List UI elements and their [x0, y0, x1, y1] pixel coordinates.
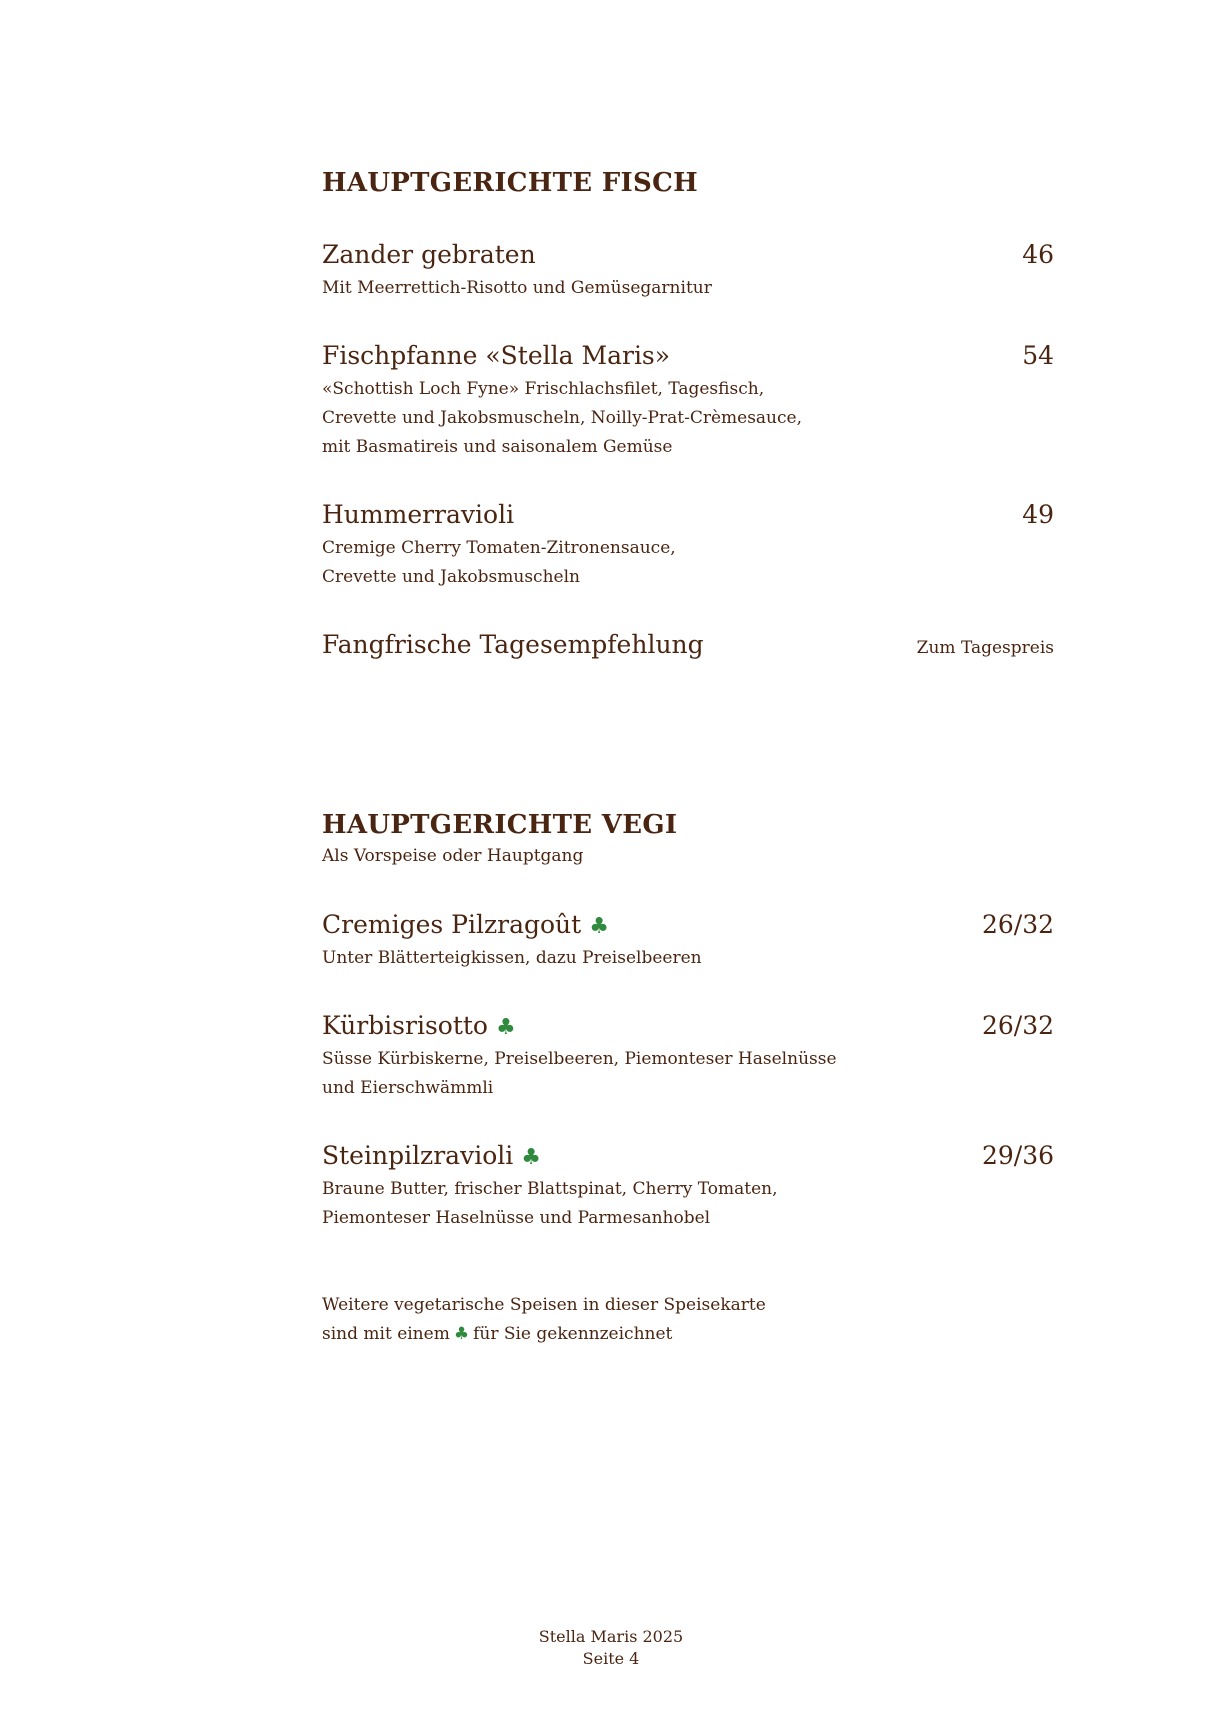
item-description — [322, 1045, 1054, 1103]
description-line: Crevette und Jakobsmuscheln — [322, 567, 580, 587]
description-line: «Schottish Loch Fyne» Frischlachsfilet, Tagesfisch, — [322, 379, 765, 399]
description-line: Crevette und Jakobsmuscheln, Noilly-Prat-Crèmesauce, — [322, 408, 802, 428]
item-description — [322, 534, 1054, 592]
item-name-wrap — [322, 1011, 516, 1040]
description-line: Unter Blätterteigkissen, dazu Preiselbeeren — [322, 948, 702, 968]
footer-title: Stella Maris 2025 — [538, 1627, 684, 1646]
item-price: 26/32 — [981, 1011, 1054, 1040]
section-title-vegi: HAUPTGERICHTE VEGI — [322, 810, 678, 840]
item-price: 26/32 — [981, 910, 1054, 939]
description-line: mit Basmatireis und saisonalem Gemüse — [322, 437, 673, 457]
club-icon: ♣ — [495, 1015, 516, 1040]
menu-item — [322, 910, 1054, 973]
club-icon: ♣ — [453, 1324, 470, 1344]
item-name: Hummerravioli — [322, 500, 515, 529]
item-price: 54 — [1022, 341, 1054, 370]
vegetarian-note — [322, 1291, 766, 1349]
note-text: für Sie gekennzeichnet — [473, 1324, 673, 1344]
item-price: 29/36 — [981, 1141, 1054, 1170]
page-footer — [0, 1626, 1222, 1670]
item-name-wrap — [322, 1141, 541, 1170]
description-line: und Eierschwämmli — [322, 1078, 494, 1098]
item-description — [322, 274, 1054, 303]
note-line — [322, 1320, 766, 1349]
item-price: 49 — [1022, 500, 1054, 529]
description-line: Cremige Cherry Tomaten-Zitronensauce, — [322, 538, 676, 558]
menu-item — [322, 240, 1054, 303]
club-icon: ♣ — [589, 914, 609, 939]
menu-item — [322, 1141, 1054, 1233]
menu-item — [322, 1011, 1054, 1103]
item-description — [322, 944, 1054, 973]
club-icon: ♣ — [521, 1145, 541, 1170]
item-name-wrap — [322, 910, 609, 939]
item-name: Kürbisrisotto — [322, 1011, 488, 1040]
item-price: 46 — [1022, 240, 1054, 269]
item-name: Cremiges Pilzragoût — [322, 910, 582, 939]
page-number: Seite 4 — [582, 1649, 640, 1668]
menu-item — [322, 500, 1054, 592]
section-title-fisch: HAUPTGERICHTE FISCH — [322, 168, 698, 198]
item-name: Fischpfanne «Stella Maris» — [322, 341, 671, 370]
note-line: Weitere vegetarische Speisen in dieser Speisekarte — [322, 1295, 766, 1315]
item-name: Zander gebraten — [322, 240, 536, 269]
description-line: Süsse Kürbiskerne, Preiselbeeren, Piemonteser Haselnüsse — [322, 1049, 837, 1069]
description-line: Mit Meerrettich-Risotto und Gemüsegarnitur — [322, 278, 712, 298]
menu-item — [322, 341, 1054, 462]
item-name: Steinpilzravioli — [322, 1141, 514, 1170]
item-name: Fangfrische Tagesempfehlung — [322, 630, 704, 659]
item-description — [322, 1175, 1054, 1233]
description-line: Piemonteser Haselnüsse und Parmesanhobel — [322, 1208, 711, 1228]
note-text: sind mit einem — [322, 1324, 450, 1344]
menu-item — [322, 630, 1054, 664]
description-line: Braune Butter, frischer Blattspinat, Cherry Tomaten, — [322, 1179, 778, 1199]
item-description — [322, 375, 1054, 462]
section-subtitle: Als Vorspeise oder Hauptgang — [322, 846, 584, 866]
item-price: Zum Tagespreis — [916, 638, 1054, 658]
